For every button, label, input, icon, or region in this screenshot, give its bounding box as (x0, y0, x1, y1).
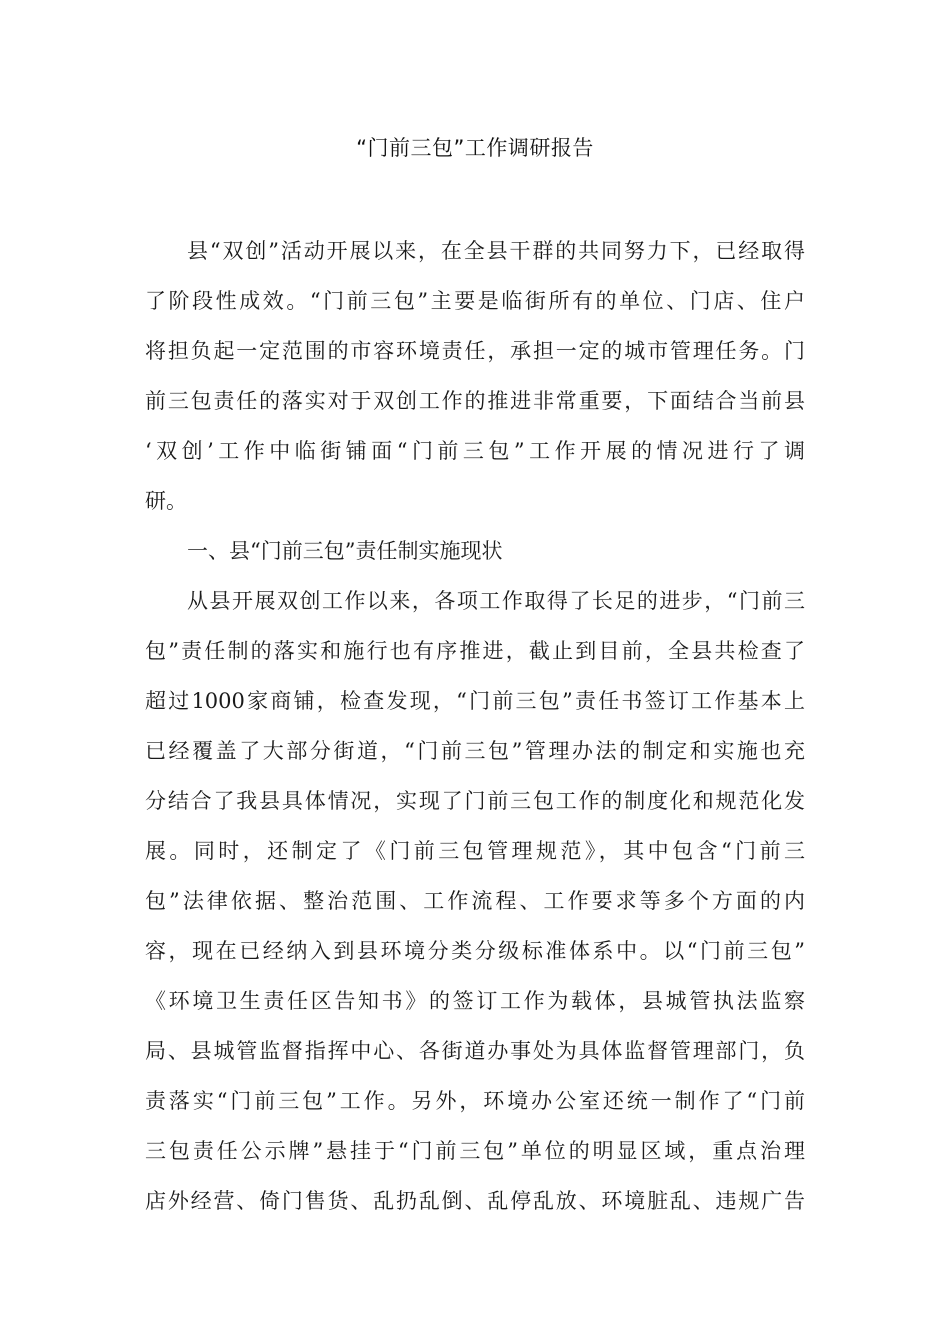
paragraph-line: 包”法律依据、整治范围、工作流程、工作要求等多个方面的内 (145, 889, 805, 913)
section-heading: 一、县“门前三包”责任制实施现状 (187, 539, 503, 563)
paragraph-line: 从县开展双创工作以来，各项工作取得了长足的进步，“门前三 (187, 589, 805, 613)
paragraph-line: 已经覆盖了大部分街道，“门前三包”管理办法的制定和实施也充 (145, 739, 805, 763)
paragraph-line: 前三包责任的落实对于双创工作的推进非常重要，下面结合当前县 (145, 389, 805, 413)
paragraph-line: 三包责任公示牌”悬挂于“门前三包”单位的明显区域，重点治理 (145, 1139, 805, 1163)
paragraph-line: 分结合了我县具体情况，实现了门前三包工作的制度化和规范化发 (145, 789, 805, 813)
paragraph-line: 将担负起一定范围的市容环境责任，承担一定的城市管理任务。门 (145, 339, 805, 363)
document-body (145, 234, 805, 1234)
paragraph-line: 局、县城管监督指挥中心、各街道办事处为具体监督管理部门，负 (145, 1039, 805, 1063)
paragraph-line: 县“双创”活动开展以来，在全县干群的共同努力下，已经取得 (187, 239, 805, 263)
paragraph-line: 了阶段性成效。“门前三包”主要是临街所有的单位、门店、住户 (145, 289, 805, 313)
paragraph-line: ‘双创’工作中临街铺面“门前三包”工作开展的情况进行了调 (145, 439, 805, 463)
paragraph-line: 店外经营、倚门售货、乱扔乱倒、乱停乱放、环境脏乱、违规广告 (145, 1189, 805, 1213)
paragraph-line: 展。同时，还制定了《门前三包管理规范》，其中包含“门前三 (145, 839, 805, 863)
paragraph-line: 超过1000家商铺，检查发现，“门前三包”责任书签订工作基本上 (145, 689, 805, 713)
document-title: “门前三包”工作调研报告 (356, 136, 594, 160)
paragraph-line: 容，现在已经纳入到县环境分类分级标准体系中。以“门前三包” (145, 939, 805, 963)
paragraph-line: 责落实“门前三包”工作。另外，环境办公室还统一制作了“门前 (145, 1089, 805, 1113)
paragraph-line: 《环境卫生责任区告知书》的签订工作为载体，县城管执法监察 (145, 989, 805, 1013)
paragraph-line: 包”责任制的落实和施行也有序推进，截止到目前，全县共检查了 (145, 639, 805, 663)
paragraph-line: 研。 (145, 489, 187, 513)
